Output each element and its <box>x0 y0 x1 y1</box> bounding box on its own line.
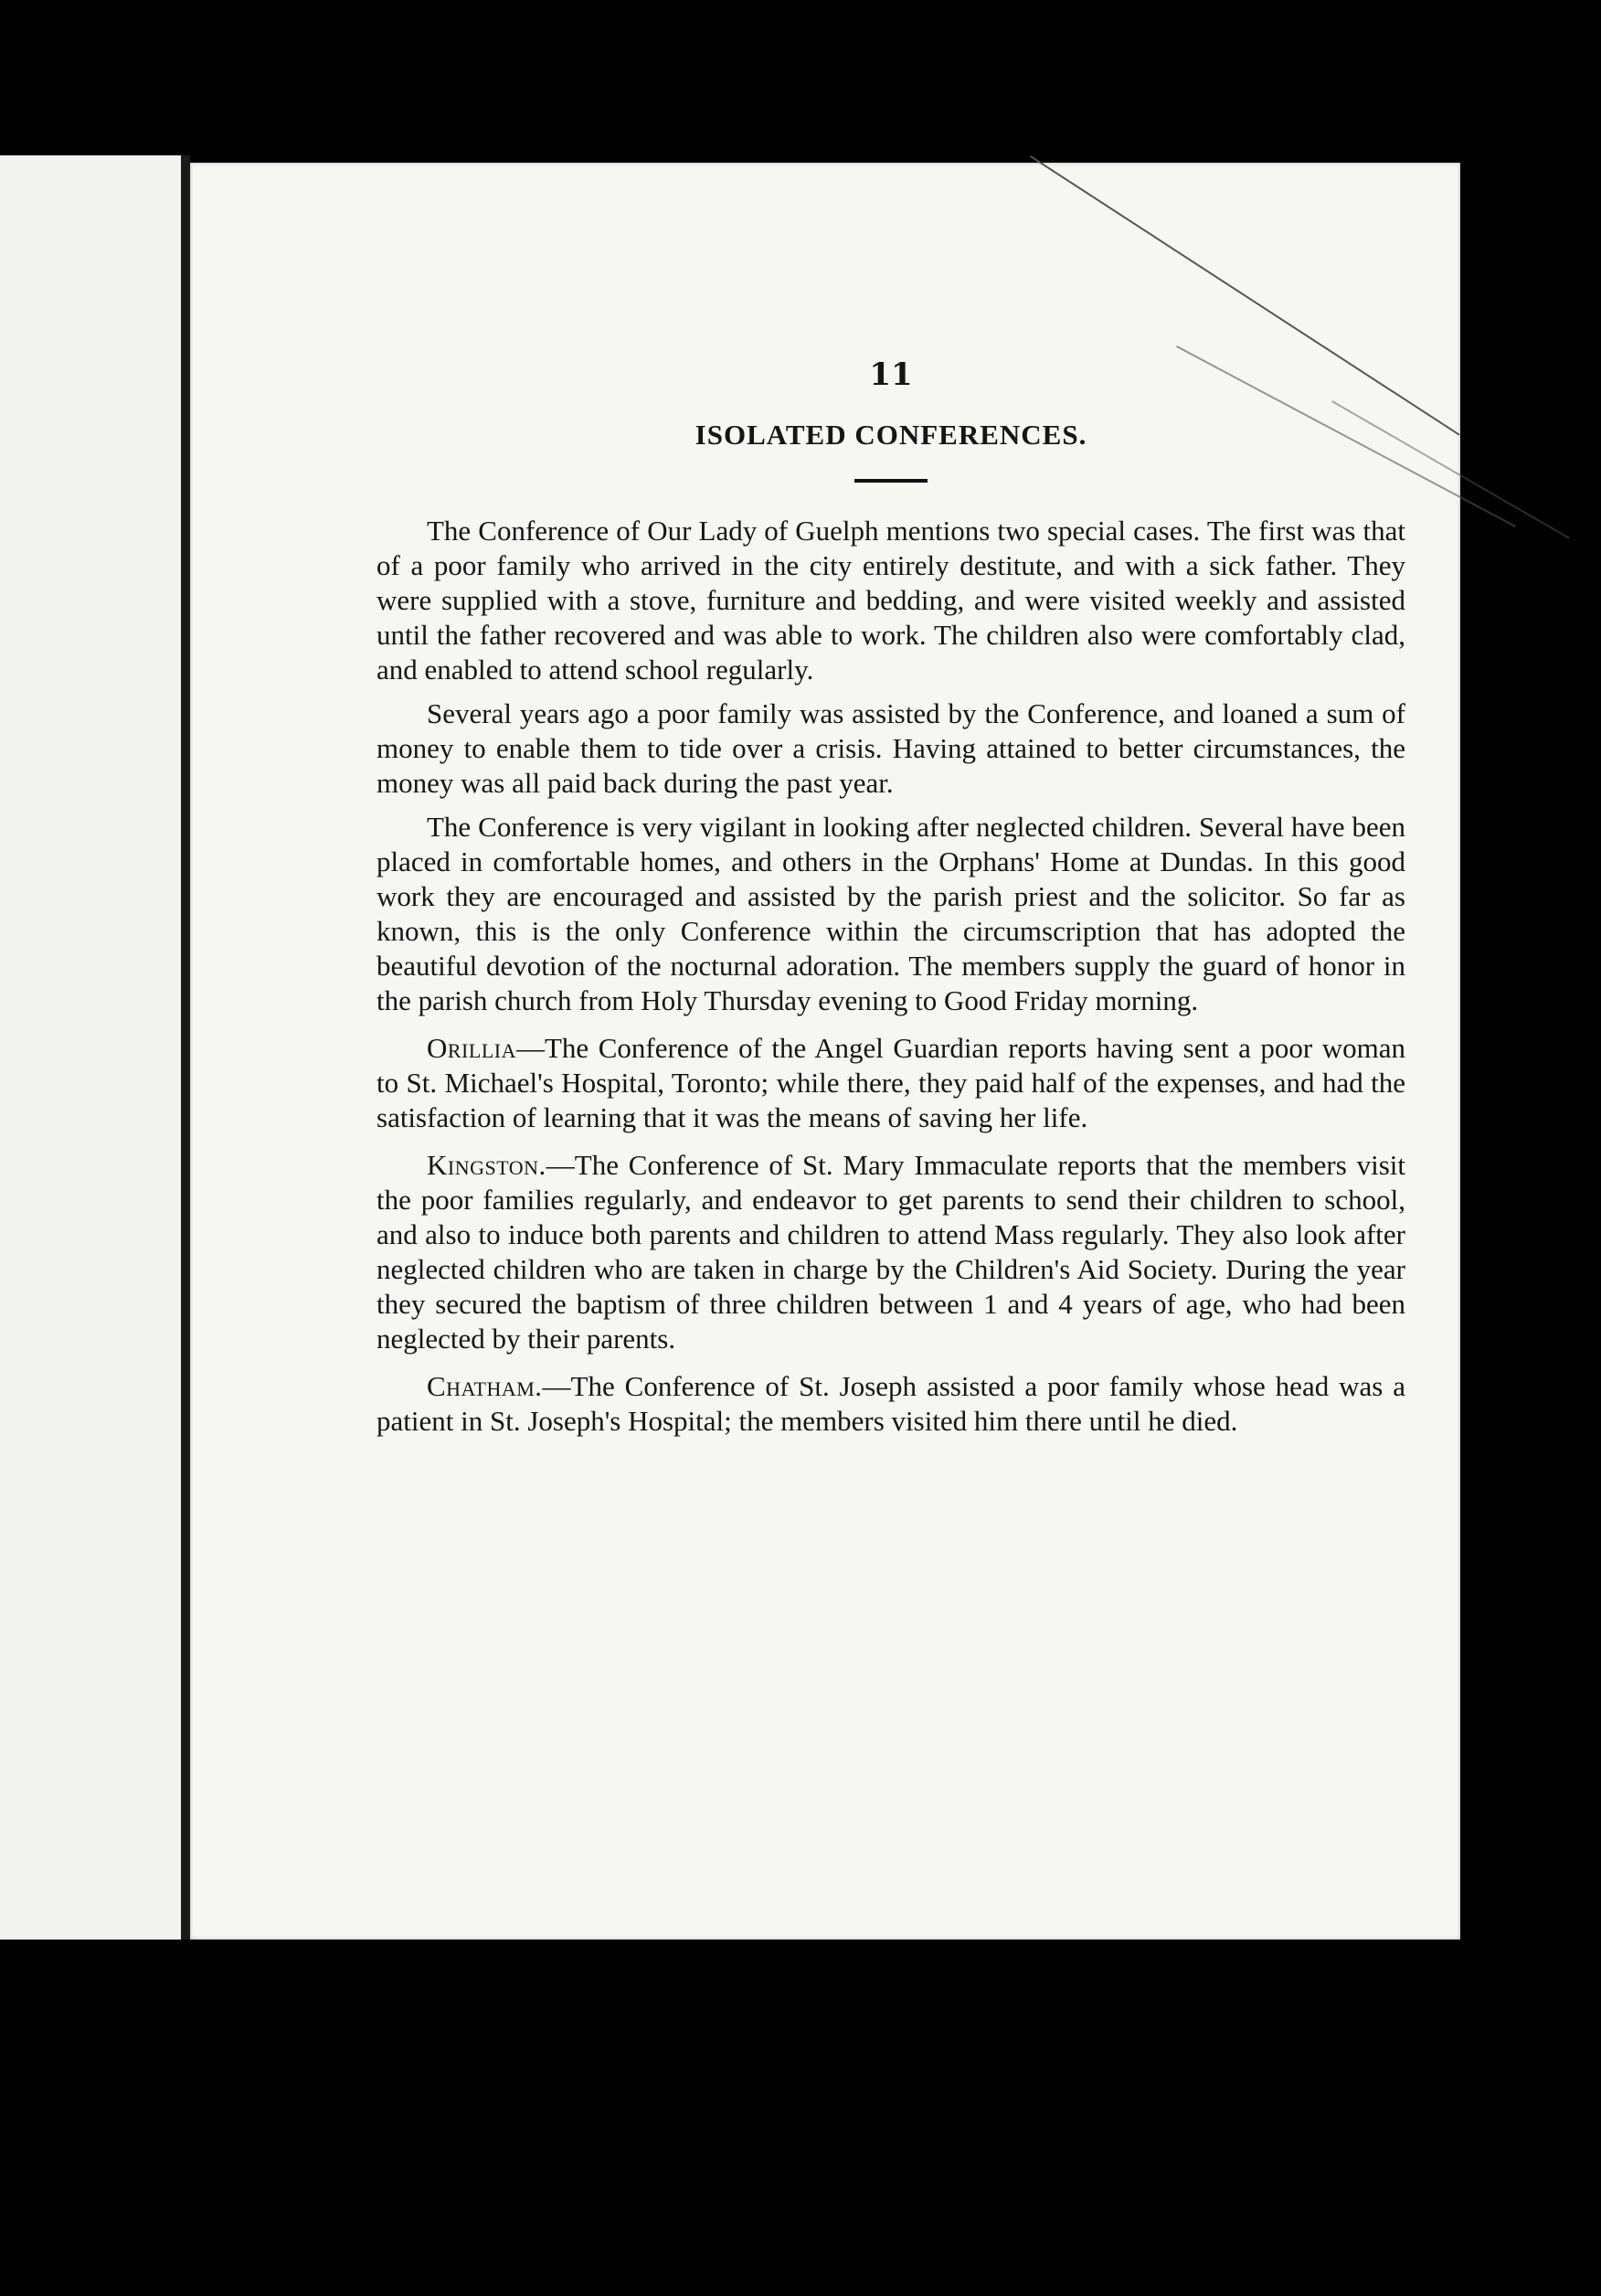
book-gutter <box>181 155 190 1940</box>
section-heading: ISOLATED CONFERENCES. <box>694 419 1087 451</box>
place-name-orillia: Orillia <box>427 1032 516 1064</box>
place-name-kingston: Kingston. <box>427 1149 546 1181</box>
paragraph-loan <box>376 696 1405 801</box>
paragraph-chatham <box>376 1369 1405 1439</box>
heading-rule <box>854 479 928 483</box>
place-name-chatham: Chatham. <box>427 1370 543 1402</box>
paragraph-kingston <box>376 1148 1405 1356</box>
page-number: 11 <box>869 356 913 393</box>
document-page <box>190 163 1460 1940</box>
paragraph-text: —The Conference of St. Joseph assisted a poor family whose head was a patient in St. Joseph's Hospital; the members visited him there until he died. <box>376 1370 1405 1437</box>
paragraph-text: The Conference is very vigilant in looking after neglected children. Several have been placed in comfortable homes, and others in the Orphans' Home at Dundas. In this good work they are encouraged and assisted by the parish priest and the solicitor. So far as known, this is the only Conference within the circumscription that has adopted the beautiful devotion of the nocturnal adoration. The members supply the guard of honor in the parish church from Holy Thursday evening to Good Friday morning. <box>376 811 1405 1016</box>
paragraph-text: Several years ago a poor family was assisted by the Conference, and loaned a sum of money to enable them to tide over a crisis. Having attained to better circumstances, the money was all paid back during the past year. <box>376 697 1405 799</box>
paragraph-text: —The Conference of St. Mary Immaculate reports that the members visit the poor families regularly, and endeavor to get parents to send their children to school, and also to induce both parents and children to attend Mass regularly. They also look after neglected children who are taken in charge by the Children's Aid Society. During the year they secured the baptism of three children between 1 and 4 years of age, who had been neglected by their parents. <box>376 1149 1405 1355</box>
paragraph-text: —The Conference of the Angel Guardian reports having sent a poor woman to St. Michael's Hospital, Toronto; while there, they paid half of the expenses, and had the satisfaction of learning that it was the means of saving her life. <box>376 1032 1405 1133</box>
paragraph-text: The Conference of Our Lady of Guelph mentions two special cases. The first was that of a poor family who arrived in the city entirely destitute, and with a sick father. They were supplied with a stove, furniture and bedding, and were visited weekly and assisted until the father recovered and was able to work. The children also were comfortably clad, and enabled to attend school regularly. <box>376 515 1405 686</box>
page-content <box>376 356 1405 1448</box>
paragraph-orillia <box>376 1031 1405 1135</box>
paragraph-vigilant <box>376 810 1405 1018</box>
left-page-edge <box>0 155 181 1940</box>
paragraph-guelph <box>376 514 1405 687</box>
